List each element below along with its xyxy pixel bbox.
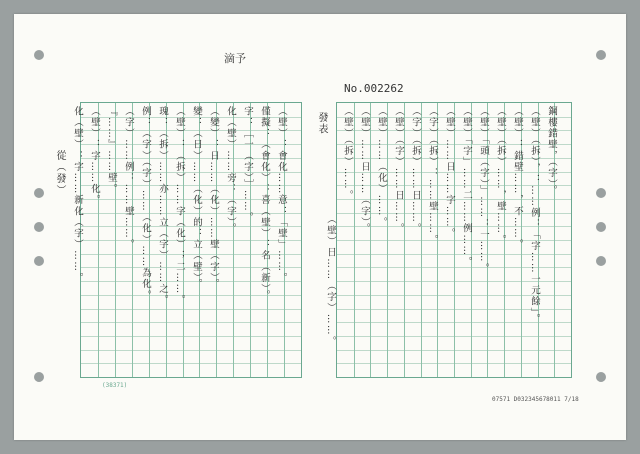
left-column-7: （壁）：（拆）……字（化）；二……。	[174, 106, 185, 306]
grid-row-rule	[337, 363, 571, 364]
right-column-13: （壁）（拆）……。	[342, 106, 353, 202]
left-column-2: 僅擬：（㑹化）：喜（壁）：名（新）。	[259, 106, 270, 302]
right-column-4: （壁）（拆）……，壁……。	[495, 106, 506, 246]
margin-note: 發表	[316, 112, 327, 136]
punch-hole	[596, 256, 606, 266]
punch-hole	[34, 188, 44, 198]
left-column-8: 瑰：（拆）……亦……立（字）……之。	[157, 106, 168, 306]
punch-hole	[34, 256, 44, 266]
right-column-8: （字）（拆）：……壁……。	[427, 106, 438, 246]
left-column-1: （壁）：㑹化……意：「壁」……。	[276, 106, 287, 284]
left-column-11: 『……』……壁。	[106, 106, 117, 195]
right-column-10: （壁）（字）……日……。	[393, 106, 404, 235]
left-column-6: 變：（日）……（化）的：立（壁）。	[191, 106, 202, 290]
printer-mark: (38371)	[102, 382, 128, 389]
left-column-3: 字：［一（字）］……。	[242, 106, 253, 224]
right-column-12: （壁）……日……（字）。	[359, 106, 370, 235]
document-number: No.002262	[344, 82, 404, 95]
grid-row-rule	[337, 350, 571, 351]
right-column-2: （壁）（拆），：……例：「字……一元餘」。	[529, 106, 540, 325]
punch-hole	[596, 188, 606, 198]
right-column-5: （壁）「頭（字）」……：一……。	[478, 106, 489, 275]
punch-hole	[34, 372, 44, 382]
punch-hole	[34, 222, 44, 232]
left-margin-note: 從（發）	[54, 150, 65, 197]
archive-code: 07571 D032345678011 7/18	[492, 396, 579, 403]
right-column-1: 鋼樓錯壁，（字）。	[546, 106, 557, 197]
grid-row-rule	[81, 309, 301, 310]
right-column-14: （壁）日……（字）……。	[325, 214, 336, 348]
grid-row-rule	[81, 363, 301, 364]
punch-hole	[596, 372, 606, 382]
right-column-3: （壁）：錯壁……，不……。	[512, 106, 523, 251]
left-column-4: 化（壁）……旁：（字）。	[225, 106, 236, 235]
left-column-10: （字）……例：……壁……。	[123, 106, 134, 251]
left-column-9: 例：（字）（字）……（化）……為化。	[140, 106, 151, 302]
grid-row-rule	[81, 350, 301, 351]
right-column-9: （字）（拆）……日……。	[410, 106, 421, 235]
punch-hole	[596, 222, 606, 232]
left-column-13: 化（壁）：字……新化（字）……。	[72, 106, 83, 284]
manuscript-sheet	[14, 14, 626, 440]
right-column-7: （壁）……日……字……。	[444, 106, 455, 240]
top-mark: 滴予	[224, 52, 246, 65]
grid-row-rule	[337, 336, 571, 337]
left-column-12: （壁）：字……化。	[89, 106, 100, 206]
punch-hole	[34, 50, 44, 60]
punch-hole	[596, 50, 606, 60]
right-column-11: （壁）……（化）……。	[376, 106, 387, 229]
grid-row-rule	[81, 322, 301, 323]
grid-row-rule	[81, 336, 301, 337]
right-column-6: （壁）「字」……二……例……。	[461, 106, 472, 268]
left-column-5: （變）：日……（化）……壁（字）。	[208, 106, 219, 290]
